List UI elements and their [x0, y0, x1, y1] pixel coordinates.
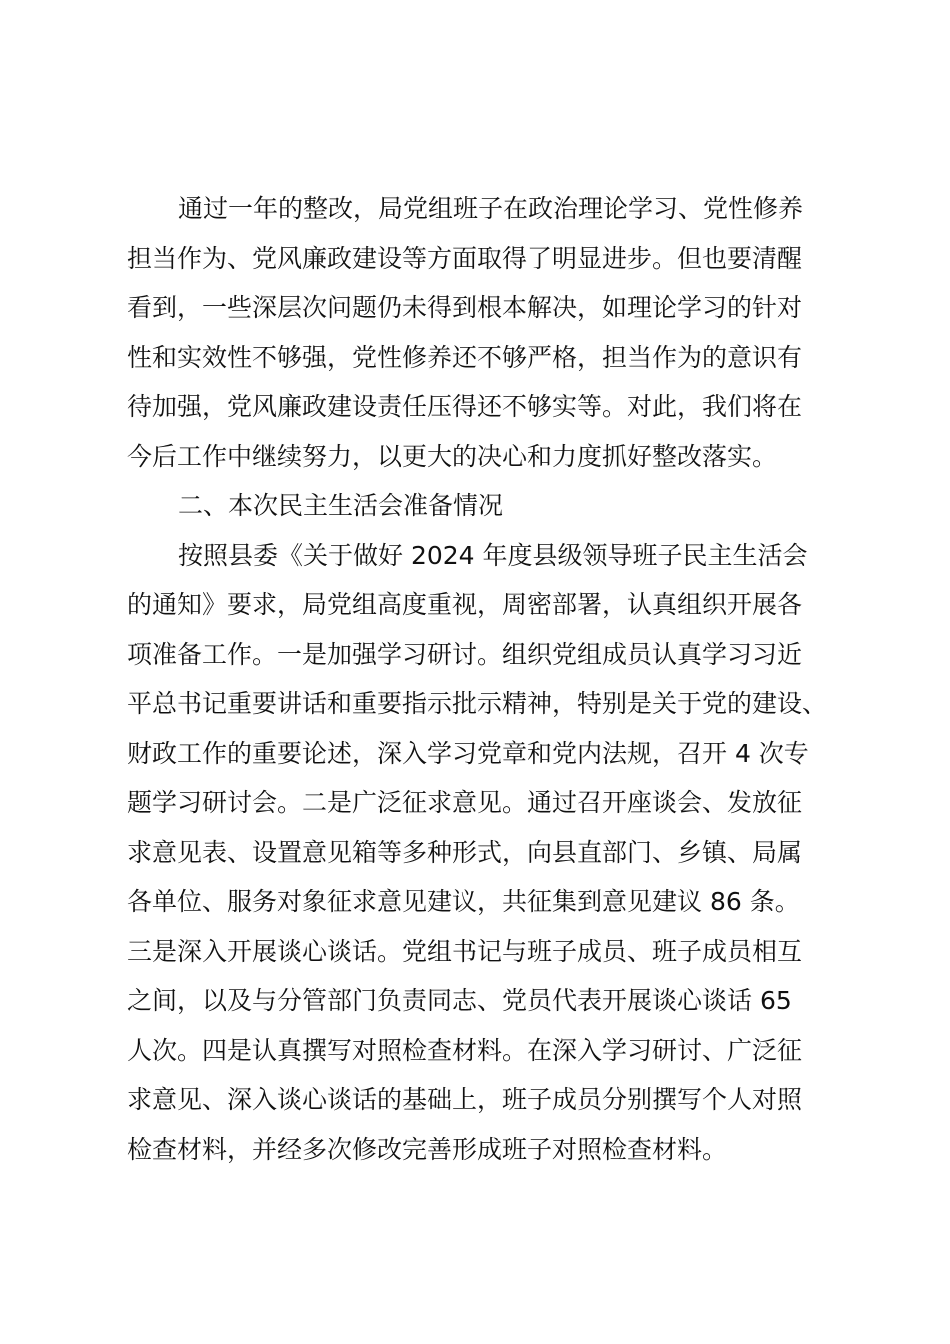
- text-line: [0, 580, 950, 630]
- line-text: 三是深入开展谈心谈话。党组书记与班子成员、班子成员相互: [127, 937, 803, 966]
- line-text: 待加强，党风廉政建设责任压得还不够实等。对此，我们将在: [127, 392, 803, 421]
- line-text: 担当作为、党风廉政建设等方面取得了明显进步。但也要清醒: [127, 244, 803, 273]
- line-text: 性和实效性不够强，党性修养还不够严格，担当作为的意识有: [127, 343, 803, 372]
- text-line: [0, 778, 950, 828]
- line-text: 二、本次民主生活会准备情况: [178, 491, 504, 520]
- line-text: 财政工作的重要论述，深入学习党章和党内法规，召开 4 次专: [127, 739, 809, 768]
- text-line: [0, 382, 950, 432]
- line-text: 项准备工作。一是加强学习研讨。组织党组成员认真学习习近: [127, 640, 803, 669]
- line-text: 今后工作中继续努力，以更大的决心和力度抓好整改落实。: [127, 442, 778, 471]
- text-line: [0, 333, 950, 383]
- text-line: [0, 432, 950, 482]
- line-text: 检查材料，并经多次修改完善形成班子对照检查材料。: [127, 1135, 728, 1164]
- text-line: [0, 1125, 950, 1175]
- text-line: [0, 927, 950, 977]
- text-line: [0, 283, 950, 333]
- line-text: 求意见、深入谈心谈话的基础上，班子成员分别撰写个人对照: [127, 1085, 803, 1114]
- text-line: [0, 234, 950, 284]
- line-text: 人次。四是认真撰写对照检查材料。在深入学习研讨、广泛征: [127, 1036, 803, 1065]
- line-text: 通过一年的整改，局党组班子在政治理论学习、党性修养: [178, 194, 804, 223]
- line-text: 平总书记重要讲话和重要指示批示精神，特别是关于党的建设、: [127, 689, 828, 718]
- line-text: 求意见表、设置意见箱等多种形式，向县直部门、乡镇、局属: [127, 838, 803, 867]
- line-text: 之间，以及与分管部门负责同志、党员代表开展谈心谈话 65: [127, 986, 792, 1015]
- text-line: [0, 531, 950, 581]
- line-text: 各单位、服务对象征求意见建议，共征集到意见建议 86 条。: [127, 887, 800, 916]
- text-line: [0, 1026, 950, 1076]
- line-text: 按照县委《关于做好 2024 年度县级领导班子民主生活会: [178, 541, 808, 570]
- text-line: [0, 679, 950, 729]
- text-line: [0, 184, 950, 234]
- text-line: [0, 877, 950, 927]
- text-line: [0, 1075, 950, 1125]
- line-text: 的通知》要求，局党组高度重视，周密部署，认真组织开展各: [127, 590, 803, 619]
- section-heading: [0, 481, 950, 531]
- line-text: 看到，一些深层次问题仍未得到根本解决，如理论学习的针对: [127, 293, 803, 322]
- line-text: 题学习研讨会。二是广泛征求意见。通过召开座谈会、发放征: [127, 788, 803, 817]
- text-line: [0, 828, 950, 878]
- text-line: [0, 976, 950, 1026]
- text-line: [0, 630, 950, 680]
- text-line: [0, 729, 950, 779]
